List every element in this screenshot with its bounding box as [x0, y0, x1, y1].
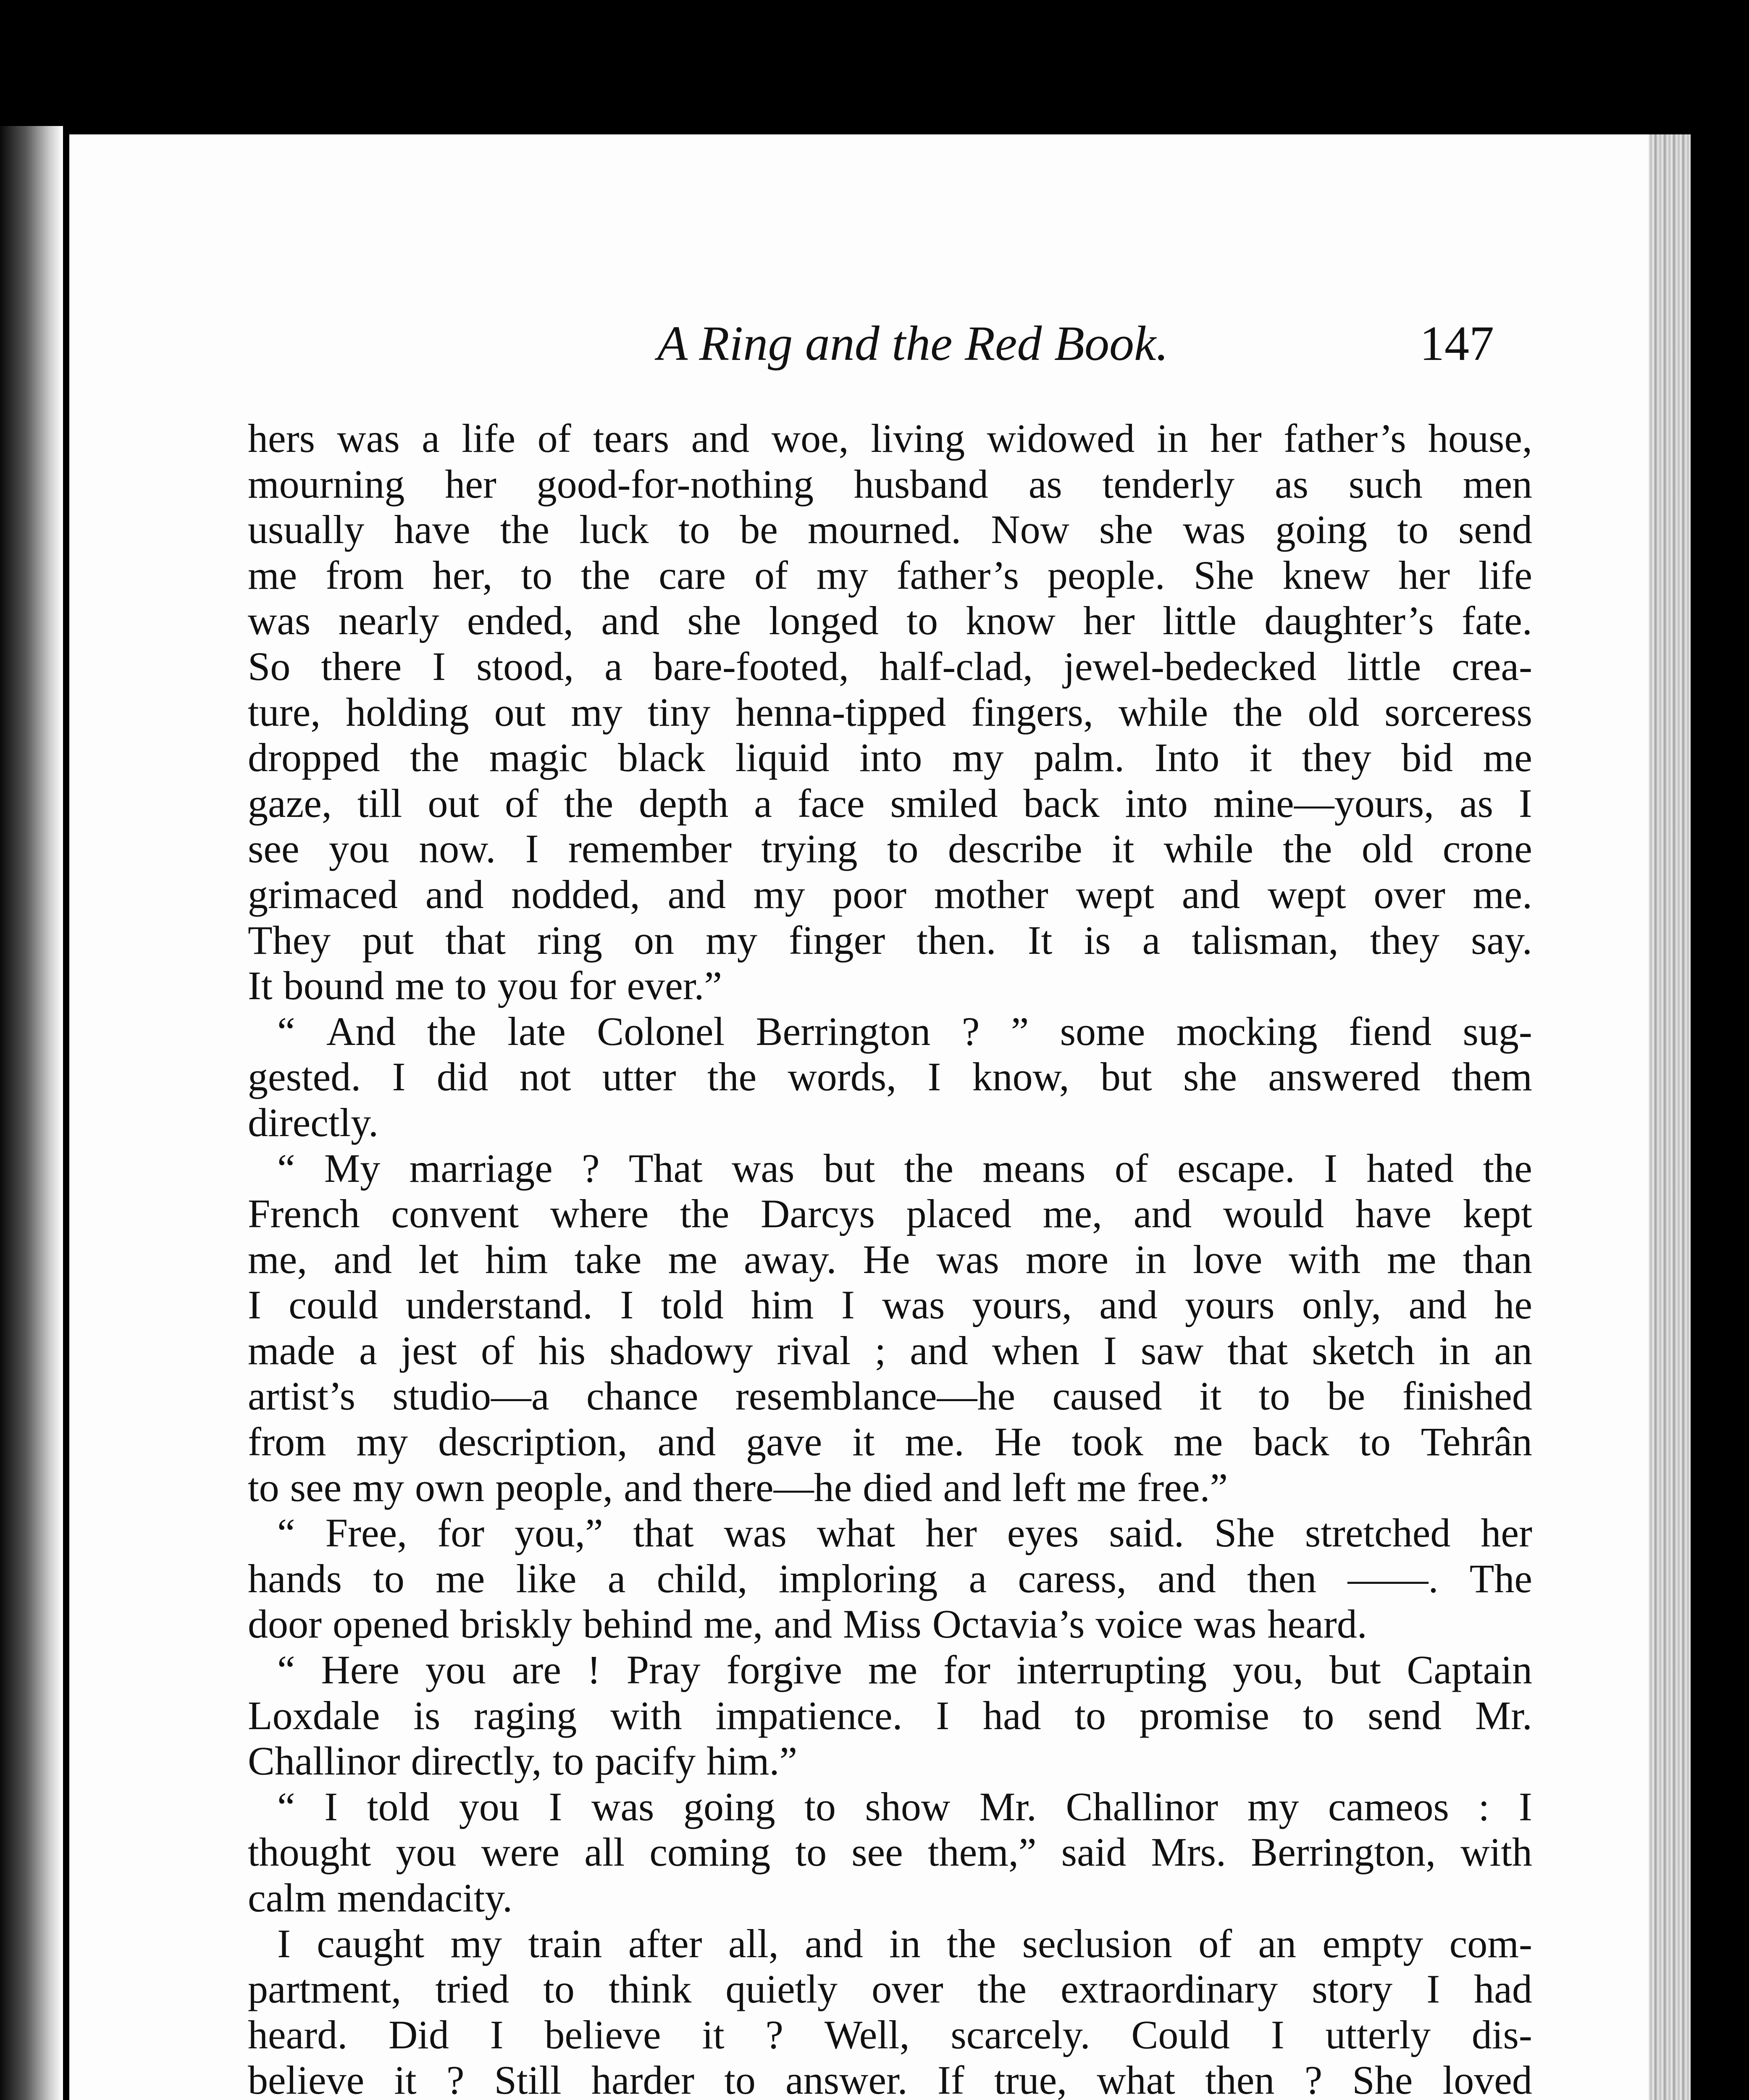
book-page — [69, 134, 1649, 2100]
text-line: from my description, and gave it me. He took me back to Tehrân — [248, 1419, 1532, 1465]
text-line: calm mendacity. — [248, 1875, 513, 1920]
text-line: “ And the late Colonel Berrington ? ” some mocking fiend sug- — [277, 1008, 1532, 1054]
text-line: Challinor directly, to pacify him.” — [248, 1738, 798, 1784]
text-line: gested. I did not utter the words, I know, but she answered them — [248, 1054, 1532, 1100]
text-line: heard. Did I believe it ? Well, scarcely. Could I utterly dis- — [248, 2012, 1532, 2057]
text-line: thought you were all coming to see them,” said Mrs. Berrington, with — [248, 1830, 1532, 1875]
text-line: “ My marriage ? That was but the means of escape. I hated the — [277, 1145, 1532, 1191]
text-line: I caught my train after all, and in the seclusion of an empty com- — [277, 1921, 1532, 1966]
text-line: usually have the luck to be mourned. Now she was going to send — [248, 507, 1532, 552]
text-line: I could understand. I told him I was yours, and yours only, and he — [248, 1282, 1532, 1328]
text-line: to see my own people, and there—he died and left me free.” — [248, 1465, 1228, 1510]
text-line: made a jest of his shadowy rival ; and when I saw that sketch in an — [248, 1328, 1532, 1373]
text-line: So there I stood, a bare-footed, half-clad, jewel-bedecked little crea- — [248, 643, 1532, 689]
text-line: was nearly ended, and she longed to know her little daughter’s fate. — [248, 598, 1532, 643]
text-line: hands to me like a child, imploring a caress, and then ——. The — [248, 1556, 1532, 1601]
text-line: Loxdale is raging with impatience. I had to promise to send Mr. — [248, 1693, 1532, 1738]
text-line: grimaced and nodded, and my poor mother wept and wept over me. — [248, 872, 1532, 917]
text-line: mourning her good-for-nothing husband as tenderly as such men — [248, 461, 1532, 507]
text-line: believe it ? Still harder to answer. If true, what then ? She loved — [248, 2058, 1532, 2100]
text-line: “ Here you are ! Pray forgive me for interrupting you, but Captain — [277, 1647, 1532, 1693]
text-line: see you now. I remember trying to describe it while the old crone — [248, 826, 1532, 872]
text-line: It bound me to you for ever.” — [248, 963, 722, 1008]
book-gutter-shadow — [0, 126, 63, 2100]
running-head — [69, 315, 1649, 399]
page-number: 147 — [1420, 316, 1494, 371]
body-text — [248, 416, 1532, 2100]
running-head-title: A Ring and the Red Book. — [657, 316, 1169, 371]
text-line: They put that ring on my finger then. It is a talisman, they say. — [248, 917, 1532, 963]
text-line: “ Free, for you,” that was what her eyes said. She stretched her — [277, 1510, 1532, 1556]
text-line: gaze, till out of the depth a face smiled back into mine—yours, as I — [248, 780, 1532, 826]
text-line: dropped the magic black liquid into my palm. Into it they bid me — [248, 735, 1532, 780]
text-line: directly. — [248, 1100, 378, 1145]
text-line: artist’s studio—a chance resemblance—he caused it to be finished — [248, 1373, 1532, 1419]
text-line: door opened briskly behind me, and Miss Octavia’s voice was heard. — [248, 1601, 1367, 1647]
text-line: hers was a life of tears and woe, living widowed in her father’s house, — [248, 416, 1532, 461]
text-line: partment, tried to think quietly over the extraordinary story I had — [248, 1966, 1532, 2012]
text-line: “ I told you I was going to show Mr. Challinor my cameos : I — [277, 1784, 1532, 1829]
page-edges — [1649, 134, 1691, 2100]
text-line: me from her, to the care of my father’s people. She knew her life — [248, 552, 1532, 598]
text-line: me, and let him take me away. He was more in love with me than — [248, 1236, 1532, 1282]
text-line: French convent where the Darcys placed me, and would have kept — [248, 1191, 1532, 1236]
text-line: ture, holding out my tiny henna-tipped fingers, while the old sorceress — [248, 689, 1532, 735]
